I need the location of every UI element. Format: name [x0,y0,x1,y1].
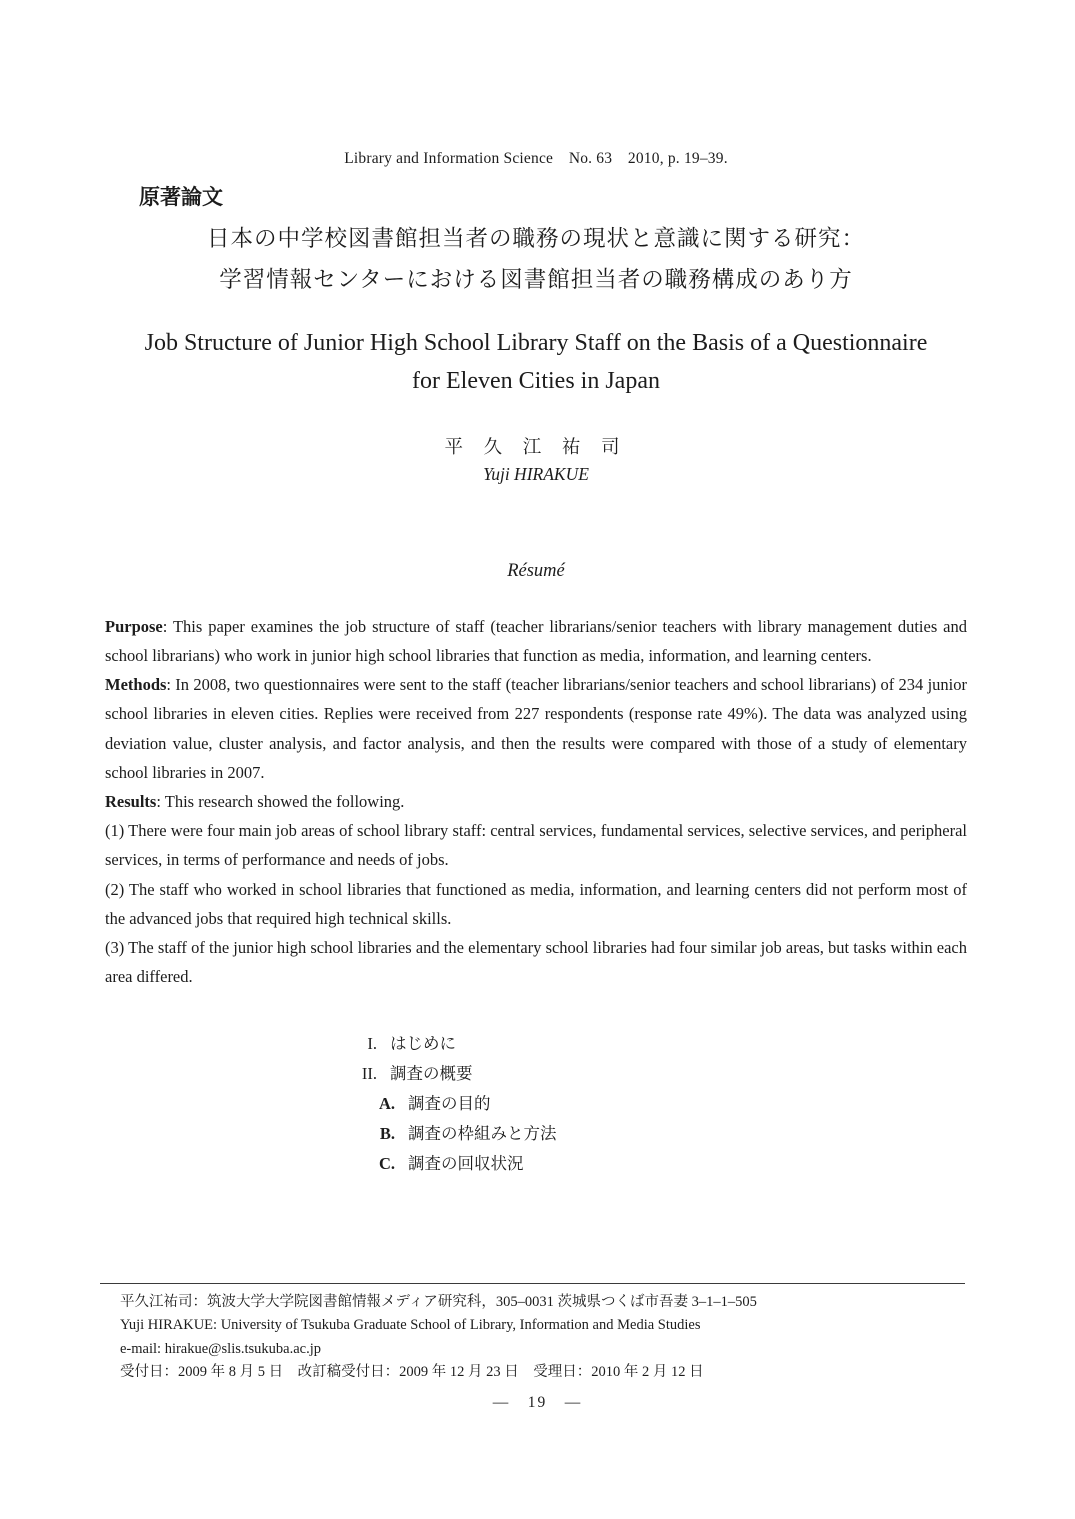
footnote-dates: 受付日：2009 年 8 月 5 日 改訂稿受付日：2009 年 12 月 23 日 受理日：2010 年 2 月 12 日 [120,1364,704,1381]
toc-item-2b [361,1119,967,1149]
title-english [105,325,967,401]
paragraph-lead: Results [105,791,157,811]
abstract-paragraph-result-2 [105,875,967,933]
paragraph-lead: Purpose [105,616,163,636]
paragraph-text: : This research showed the following. [156,791,405,811]
abstract-paragraph-result-1 [105,816,967,874]
author-name-english: Yuji HIRAKUE [483,463,589,484]
toc-label: 調査の回収状況 [408,1154,524,1174]
toc-item-2c [361,1149,967,1179]
title-english-line1: Job Structure of Junior High School Library Staff on the Basis of a Questionnaire [144,329,928,356]
footnote-block [100,1283,965,1385]
footnote-affiliation-english: Yuji HIRAKUE: University of Tsukuba Graduate School of Library, Information and Media Studies [120,1317,701,1334]
title-japanese-line1: 日本の中学校図書館担当者の職務の現状と意識に関する研究： [206,226,865,251]
abstract-paragraph-result-3 [105,933,967,991]
paragraph-lead: Methods [105,675,167,695]
journal-header: Library and Information Science No. 63 2010, p. 19–39. [344,150,728,167]
toc-item-2 [343,1059,967,1089]
abstract-paragraph-purpose [105,612,967,670]
author-name-japanese: 平 久 江 祐 司 [444,437,628,458]
title-japanese [105,219,967,301]
toc-item-2a [361,1089,967,1119]
paragraph-text: (2) The staff who worked in school libraries that functioned as media, information, and learning centers did not perform most of the advanced jobs that required high technical skills. [105,879,967,928]
title-english-line2: for Eleven Cities in Japan [412,367,660,394]
toc-numeral: A. [378,1094,395,1114]
page-number: — 19 — [492,1394,583,1411]
paragraph-text: (3) The staff of the junior high school libraries and the elementary school libraries had four similar job areas, but tasks within each area differed. [105,937,967,987]
toc-label: 調査の概要 [390,1064,473,1084]
abstract-paragraph-methods [105,670,967,787]
footnote-affiliation-japanese: 平久江祐司：筑波大学大学院図書館情報メディア研究科，305–0031 茨城県つくば市吾妻 3–1–1–505 [120,1294,757,1310]
abstract-body [105,612,967,992]
toc-numeral: C. [378,1154,395,1174]
article-type-label: 原著論文 [139,186,223,209]
toc-numeral: I. [367,1034,377,1054]
toc-label: 調査の枠組みと方法 [408,1124,557,1144]
toc-item-1 [343,1029,967,1059]
paragraph-text: : This paper examines the job structure of staff (teacher librarians/senior teachers with library management duties and school librarians) who work in junior high school libraries that function as media, information, and learning centers. [105,616,967,665]
toc-numeral: II. [361,1064,377,1084]
abstract-heading: Résumé [507,560,565,581]
abstract-paragraph-results [105,787,967,816]
toc-label: はじめに [390,1034,456,1054]
table-of-contents [343,1029,967,1179]
title-japanese-line2: 学習情報センターにおける図書館担当者の職務構成のあり方 [219,266,853,292]
paragraph-text: : In 2008, two questionnaires were sent to the staff (teacher librarians/senior teachers and school librarians) of 234 junior school libraries in eleven cities. Replies were received from 227 respondents (response rate 49%). The data was analyzed using deviation value, cluster analysis, and factor analysis, and then the results were compared with those of a study of elementary school libraries in 2007. [105,675,967,782]
paragraph-text: (1) There were four main job areas of school library staff: central services, fundamental services, selective services, and peripheral services, in terms of performance and needs of jobs. [105,821,967,870]
footnote-email: e-mail: hirakue@slis.tsukuba.ac.jp [120,1340,321,1357]
toc-numeral: B. [379,1124,395,1144]
toc-label: 調査の目的 [408,1094,491,1114]
